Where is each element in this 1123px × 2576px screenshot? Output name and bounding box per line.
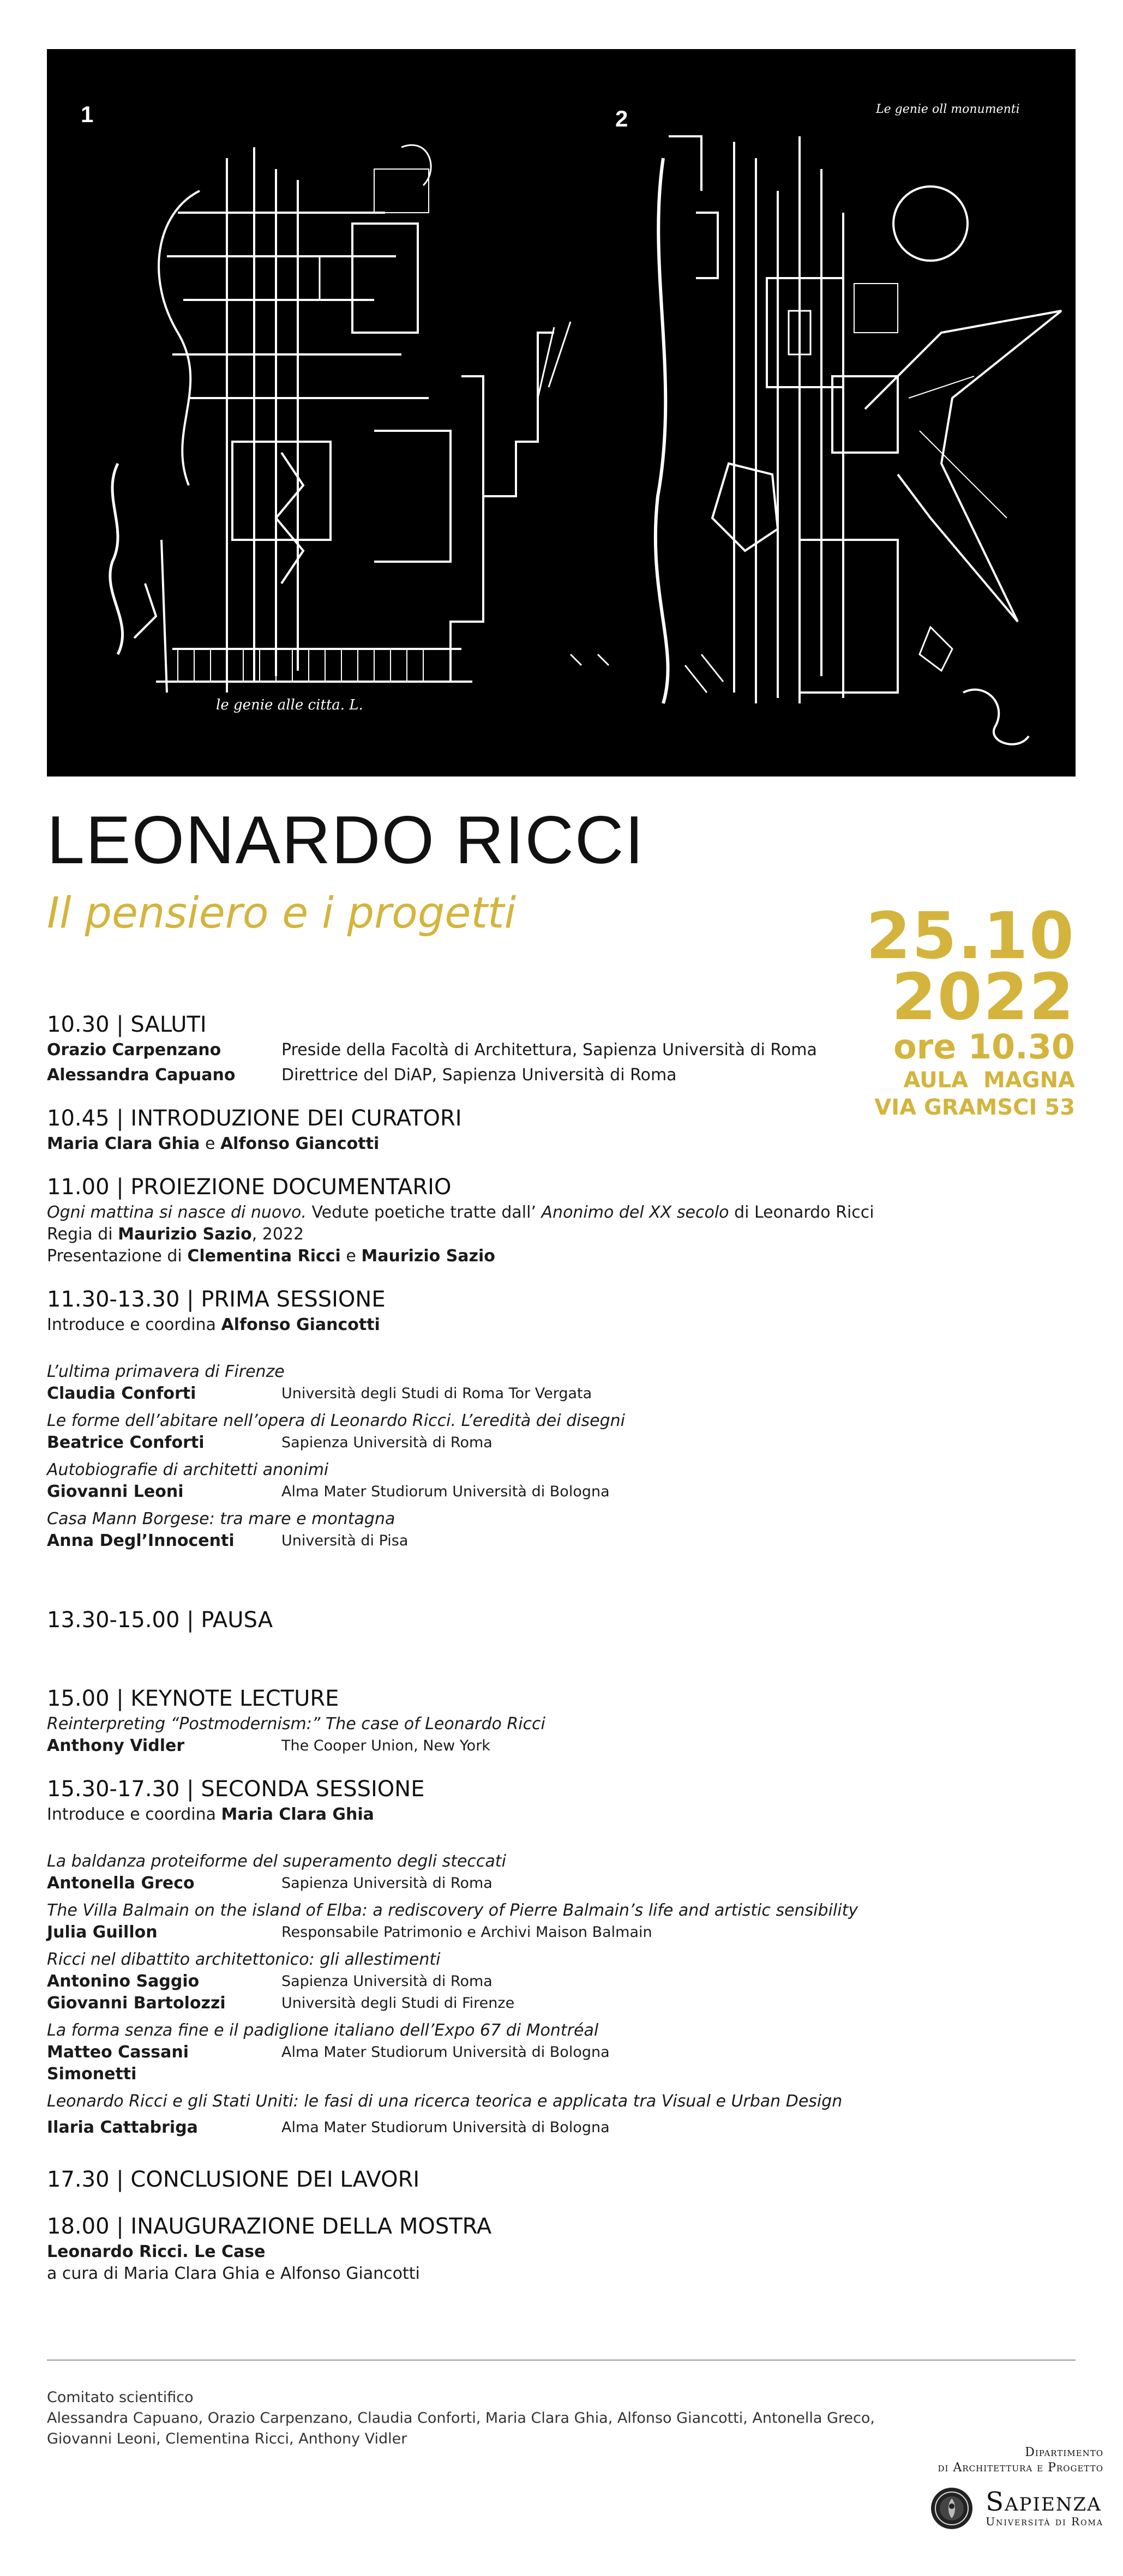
talk-title: Autobiografie di architetti anonimi [47, 1460, 329, 1479]
talk-title: La forma senza fine e il padiglione italiano dell’Expo 67 di Montréal [47, 2021, 599, 2040]
sketch-1 [110, 145, 609, 693]
speaker-role: Direttrice del DiAP, Sapienza Università di Roma [281, 1066, 677, 1085]
event-venue: AULA MAGNA [903, 1068, 1075, 1093]
event-date-year: 2022 [891, 959, 1075, 1034]
university-name: Sapienza [986, 2487, 1102, 2517]
speaker-row [47, 1039, 898, 1061]
speaker-name: Claudia Conforti [47, 1384, 196, 1403]
committee-members: Alessandra Capuano, Orazio Carpenzano, Claudia Conforti, Maria Clara Ghia, Alfonso Giancotti, Antonella Greco, Giovanni Leoni, Clementina Ricci, Anthony Vidler [47, 2410, 875, 2447]
talk-title: The Villa Balmain on the island of Elba: a rediscovery of Pierre Balmain’s life and artistic sensibility [47, 1901, 858, 1920]
speaker-name: Ilaria Cattabriga [47, 2118, 198, 2137]
session-seconda [47, 1774, 898, 2139]
event-address: VIA GRAMSCI 53 [874, 1095, 1075, 1120]
session-conclusione [47, 2165, 898, 2194]
curator-name: Alfonso Giancotti [220, 1134, 380, 1153]
speaker-affiliation: The Cooper Union, New York [281, 1737, 490, 1754]
drawing-1-number: 1 [81, 101, 94, 127]
drawing-2-inscription: Le genie oll monumenti [876, 103, 1020, 116]
session-heading: 10.45 | INTRODUZIONE DEI CURATORI [47, 1106, 462, 1131]
speaker-row [47, 1383, 898, 1405]
speaker-row [47, 1481, 898, 1503]
scientific-committee [47, 2387, 920, 2449]
chair-label: Introduce e coordina [47, 1315, 221, 1334]
speaker-row [47, 1432, 898, 1454]
regia-year: , 2022 [251, 1225, 304, 1244]
talk-title: Reinterpreting “Postmodernism:” The case of Leonardo Ricci [47, 1714, 545, 1734]
speaker-row [47, 2042, 898, 2085]
speaker-name: Antonino Saggio [47, 1972, 200, 1991]
curator-name: Maria Clara Ghia [47, 1134, 200, 1153]
presentazione-line [47, 1245, 898, 1267]
sketch-2 [656, 136, 1061, 744]
chair-label: Introduce e coordina [47, 1805, 221, 1824]
session-heading: 15.30-17.30 | SECONDA SESSIONE [47, 1777, 425, 1802]
chair-name: Alfonso Giancotti [221, 1315, 380, 1334]
speaker-row [47, 1873, 898, 1894]
exhibition-title: Leonardo Ricci. Le Case [47, 2242, 266, 2261]
speaker-affiliation: Alma Mater Studiorum Università di Bologna [281, 2044, 610, 2061]
event-time: ore 10.30 [893, 1027, 1075, 1067]
speaker-affiliation: Responsabile Patrimonio e Archivi Maison Balmain [281, 1924, 652, 1941]
speaker-name: Beatrice Conforti [47, 1433, 205, 1452]
film-desc: Vedute poetiche tratte dall’ [306, 1203, 542, 1222]
session-heading: 13.30-15.00 | PAUSA [47, 1608, 273, 1633]
talk [47, 2020, 898, 2085]
sapienza-logo [930, 2487, 1103, 2530]
speaker-name: Matteo Cassani Simonetti [47, 2043, 189, 2084]
film-book: Anonimo del XX secolo [541, 1203, 729, 1222]
speaker-affiliation: Università di Pisa [281, 1532, 409, 1549]
film-title: Ogni mattina si nasce di nuovo. [47, 1203, 307, 1222]
program [47, 1003, 898, 2285]
drawing-2-number: 2 [615, 106, 628, 131]
talk [47, 1410, 898, 1454]
speaker-row [47, 1993, 898, 2014]
talk-title: La baldanza proteiforme del superamento degli steccati [47, 1852, 506, 1871]
session-introduzione [47, 1104, 898, 1155]
talk [47, 1900, 898, 1943]
curators-line [47, 1133, 898, 1155]
speaker-name: Orazio Carpenzano [47, 1040, 221, 1060]
speaker-row [47, 1064, 898, 1086]
talk [47, 1949, 898, 2014]
drawing-1-inscription: le genie alle citta. L. [216, 697, 363, 713]
talk [47, 1459, 898, 1503]
speaker-name: Anna Degl’Innocenti [47, 1531, 235, 1550]
regia-label: Regia di [47, 1225, 118, 1244]
department-credit [938, 2445, 1103, 2476]
regia-line [47, 1224, 898, 1245]
conjunction: e [200, 1134, 220, 1153]
speaker-name: Giovanni Bartolozzi [47, 1994, 226, 2013]
session-keynote [47, 1684, 898, 1757]
speaker-role: Preside della Facoltà di Architettura, Sapienza Università di Roma [281, 1040, 817, 1060]
talk-title: Casa Mann Borgese: tra mare e montagna [47, 1509, 395, 1528]
speaker-name: Anthony Vidler [47, 1736, 185, 1755]
talk [47, 1361, 898, 1405]
speaker-row [47, 1735, 898, 1757]
university-subtitle: Università di Roma [986, 2515, 1103, 2528]
hero-drawings-panel [47, 49, 1076, 777]
speaker-row [47, 2117, 898, 2139]
speaker-row [47, 1971, 898, 1993]
speaker-affiliation: Università degli Studi di Firenze [281, 1995, 515, 2012]
dept-line-2: di Architettura e Progetto [938, 2461, 1103, 2475]
speaker-row [47, 1530, 898, 1552]
presenter-name: Clementina Ricci [187, 1247, 341, 1266]
talk-title: Leonardo Ricci e gli Stati Uniti: le fasi di una ricerca teorica e applicata tra Visual e Urban Design [47, 2092, 843, 2111]
speaker-affiliation: Università degli Studi di Roma Tor Vergata [281, 1385, 592, 1402]
dept-line-1: Dipartimento [1025, 2446, 1103, 2459]
session-heading: 18.00 | INAUGURAZIONE DELLA MOSTRA [47, 2214, 492, 2239]
session-heading: 15.00 | KEYNOTE LECTURE [47, 1686, 339, 1711]
page-title: LEONARDO RICCI [47, 803, 645, 878]
event-date-day: 25.10 [866, 898, 1075, 973]
talk-title: Ricci nel dibattito architettonico: gli allestimenti [47, 1950, 441, 1969]
exhibition-curators: a cura di Maria Clara Ghia e Alfonso Giancotti [47, 2264, 420, 2283]
regia-name: Maurizio Sazio [118, 1225, 252, 1244]
speaker-affiliation: Sapienza Università di Roma [281, 1434, 493, 1451]
talk-title: L’ultima primavera di Firenze [47, 1362, 285, 1381]
speaker-name: Julia Guillon [47, 1923, 158, 1942]
session-heading: 17.30 | CONCLUSIONE DEI LAVORI [47, 2167, 420, 2192]
session-heading: 10.30 | SALUTI [47, 1012, 207, 1037]
film-desc: di Leonardo Ricci [729, 1203, 874, 1222]
speaker-row [47, 1922, 898, 1943]
session-heading: 11.30-13.30 | PRIMA SESSIONE [47, 1287, 386, 1312]
session-proiezione [47, 1172, 898, 1267]
session-heading: 11.00 | PROIEZIONE DOCUMENTARIO [47, 1175, 452, 1200]
session-prima [47, 1285, 898, 1552]
chair-name: Maria Clara Ghia [221, 1805, 374, 1824]
chair-line [47, 1314, 898, 1336]
session-pausa [47, 1605, 898, 1635]
talk [47, 1508, 898, 1552]
page-subtitle: Il pensiero e i progetti [47, 889, 517, 938]
presenter-name: Maurizio Sazio [361, 1247, 495, 1266]
speaker-affiliation: Alma Mater Studiorum Università di Bologna [281, 2119, 610, 2136]
session-saluti [47, 1010, 898, 1086]
talk [47, 1851, 898, 1894]
architectural-sketches [47, 49, 1076, 777]
university-seal-icon [930, 2487, 974, 2530]
speaker-affiliation: Sapienza Università di Roma [281, 1973, 493, 1990]
footer-divider [47, 2360, 1076, 2361]
session-mostra [47, 2212, 898, 2285]
speaker-name: Alessandra Capuano [47, 1066, 236, 1085]
talk [47, 2091, 898, 2139]
film-line [47, 1202, 898, 1224]
conjunction: e [340, 1247, 362, 1266]
speaker-name: Giovanni Leoni [47, 1482, 184, 1501]
committee-label: Comitato scientifico [47, 2389, 194, 2406]
presentazione-label: Presentazione di [47, 1247, 188, 1266]
speaker-affiliation: Sapienza Università di Roma [281, 1875, 493, 1892]
university-wordmark [986, 2489, 1103, 2528]
talk-title: Le forme dell’abitare nell’opera di Leonardo Ricci. L’eredità dei disegni [47, 1411, 625, 1430]
speaker-name: Antonella Greco [47, 1874, 195, 1893]
speaker-affiliation: Alma Mater Studiorum Università di Bologna [281, 1483, 610, 1500]
chair-line [47, 1804, 898, 1826]
